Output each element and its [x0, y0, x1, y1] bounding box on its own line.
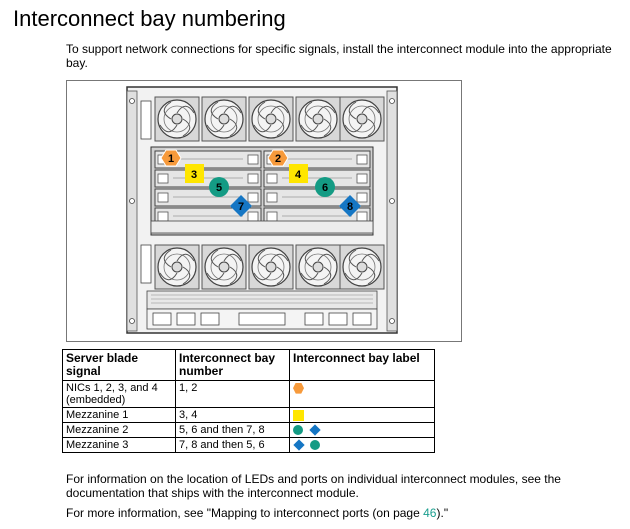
bay-mapping-table [62, 349, 435, 453]
bay-1-number: 1 [167, 153, 175, 165]
led-info-text: For information on the location of LEDs and ports on individual interconnect modules, see the documentation that ships with the interconnect module. [66, 472, 561, 500]
bay-cell: 3, 4 [176, 408, 290, 423]
table-row [63, 423, 435, 438]
signal-cell: Mezzanine 1 [63, 408, 176, 423]
square-icon [293, 410, 304, 421]
bay-cell: 5, 6 and then 7, 8 [176, 423, 290, 438]
page-title: Interconnect bay numbering [13, 6, 286, 31]
circle-icon [293, 425, 303, 435]
table-row [63, 381, 435, 408]
label-cell [290, 438, 435, 453]
bay-4-number: 4 [294, 169, 302, 181]
more-info-text [66, 506, 448, 520]
label-cell [290, 381, 435, 408]
hexagon-icon [293, 383, 304, 394]
table-row [63, 438, 435, 453]
signal-cell: NICs 1, 2, 3, and 4 (embedded) [63, 381, 176, 408]
bay-3-number: 3 [190, 169, 198, 181]
more-info-prefix: For more information, see "Mapping to interconnect ports (on page [66, 506, 424, 520]
bay-6-number: 6 [321, 182, 329, 194]
intro-text: To support network connections for specific signals, install the interconnect module into the appropriate bay. [66, 42, 612, 70]
enclosure-rear-view [67, 81, 461, 341]
header-bay-label: Interconnect bay label [290, 350, 435, 381]
bay-8-number: 8 [346, 201, 354, 213]
diamond-icon [293, 439, 304, 450]
table-row [63, 408, 435, 423]
label-cell [290, 423, 435, 438]
bay-5-number: 5 [215, 182, 223, 194]
page-link[interactable]: 46 [423, 506, 437, 520]
bay-2-number: 2 [274, 153, 282, 165]
bay-7-number: 7 [237, 201, 245, 213]
signal-cell: Mezzanine 2 [63, 423, 176, 438]
signal-cell: Mezzanine 3 [63, 438, 176, 453]
more-info-suffix: )." [436, 506, 449, 520]
enclosure-diagram [66, 80, 462, 342]
header-signal: Server blade signal [63, 350, 176, 381]
bay-cell: 7, 8 and then 5, 6 [176, 438, 290, 453]
header-bay-number: Interconnect bay number [176, 350, 290, 381]
circle-icon [310, 440, 320, 450]
bay-cell: 1, 2 [176, 381, 290, 408]
diamond-icon [309, 424, 320, 435]
label-cell [290, 408, 435, 423]
